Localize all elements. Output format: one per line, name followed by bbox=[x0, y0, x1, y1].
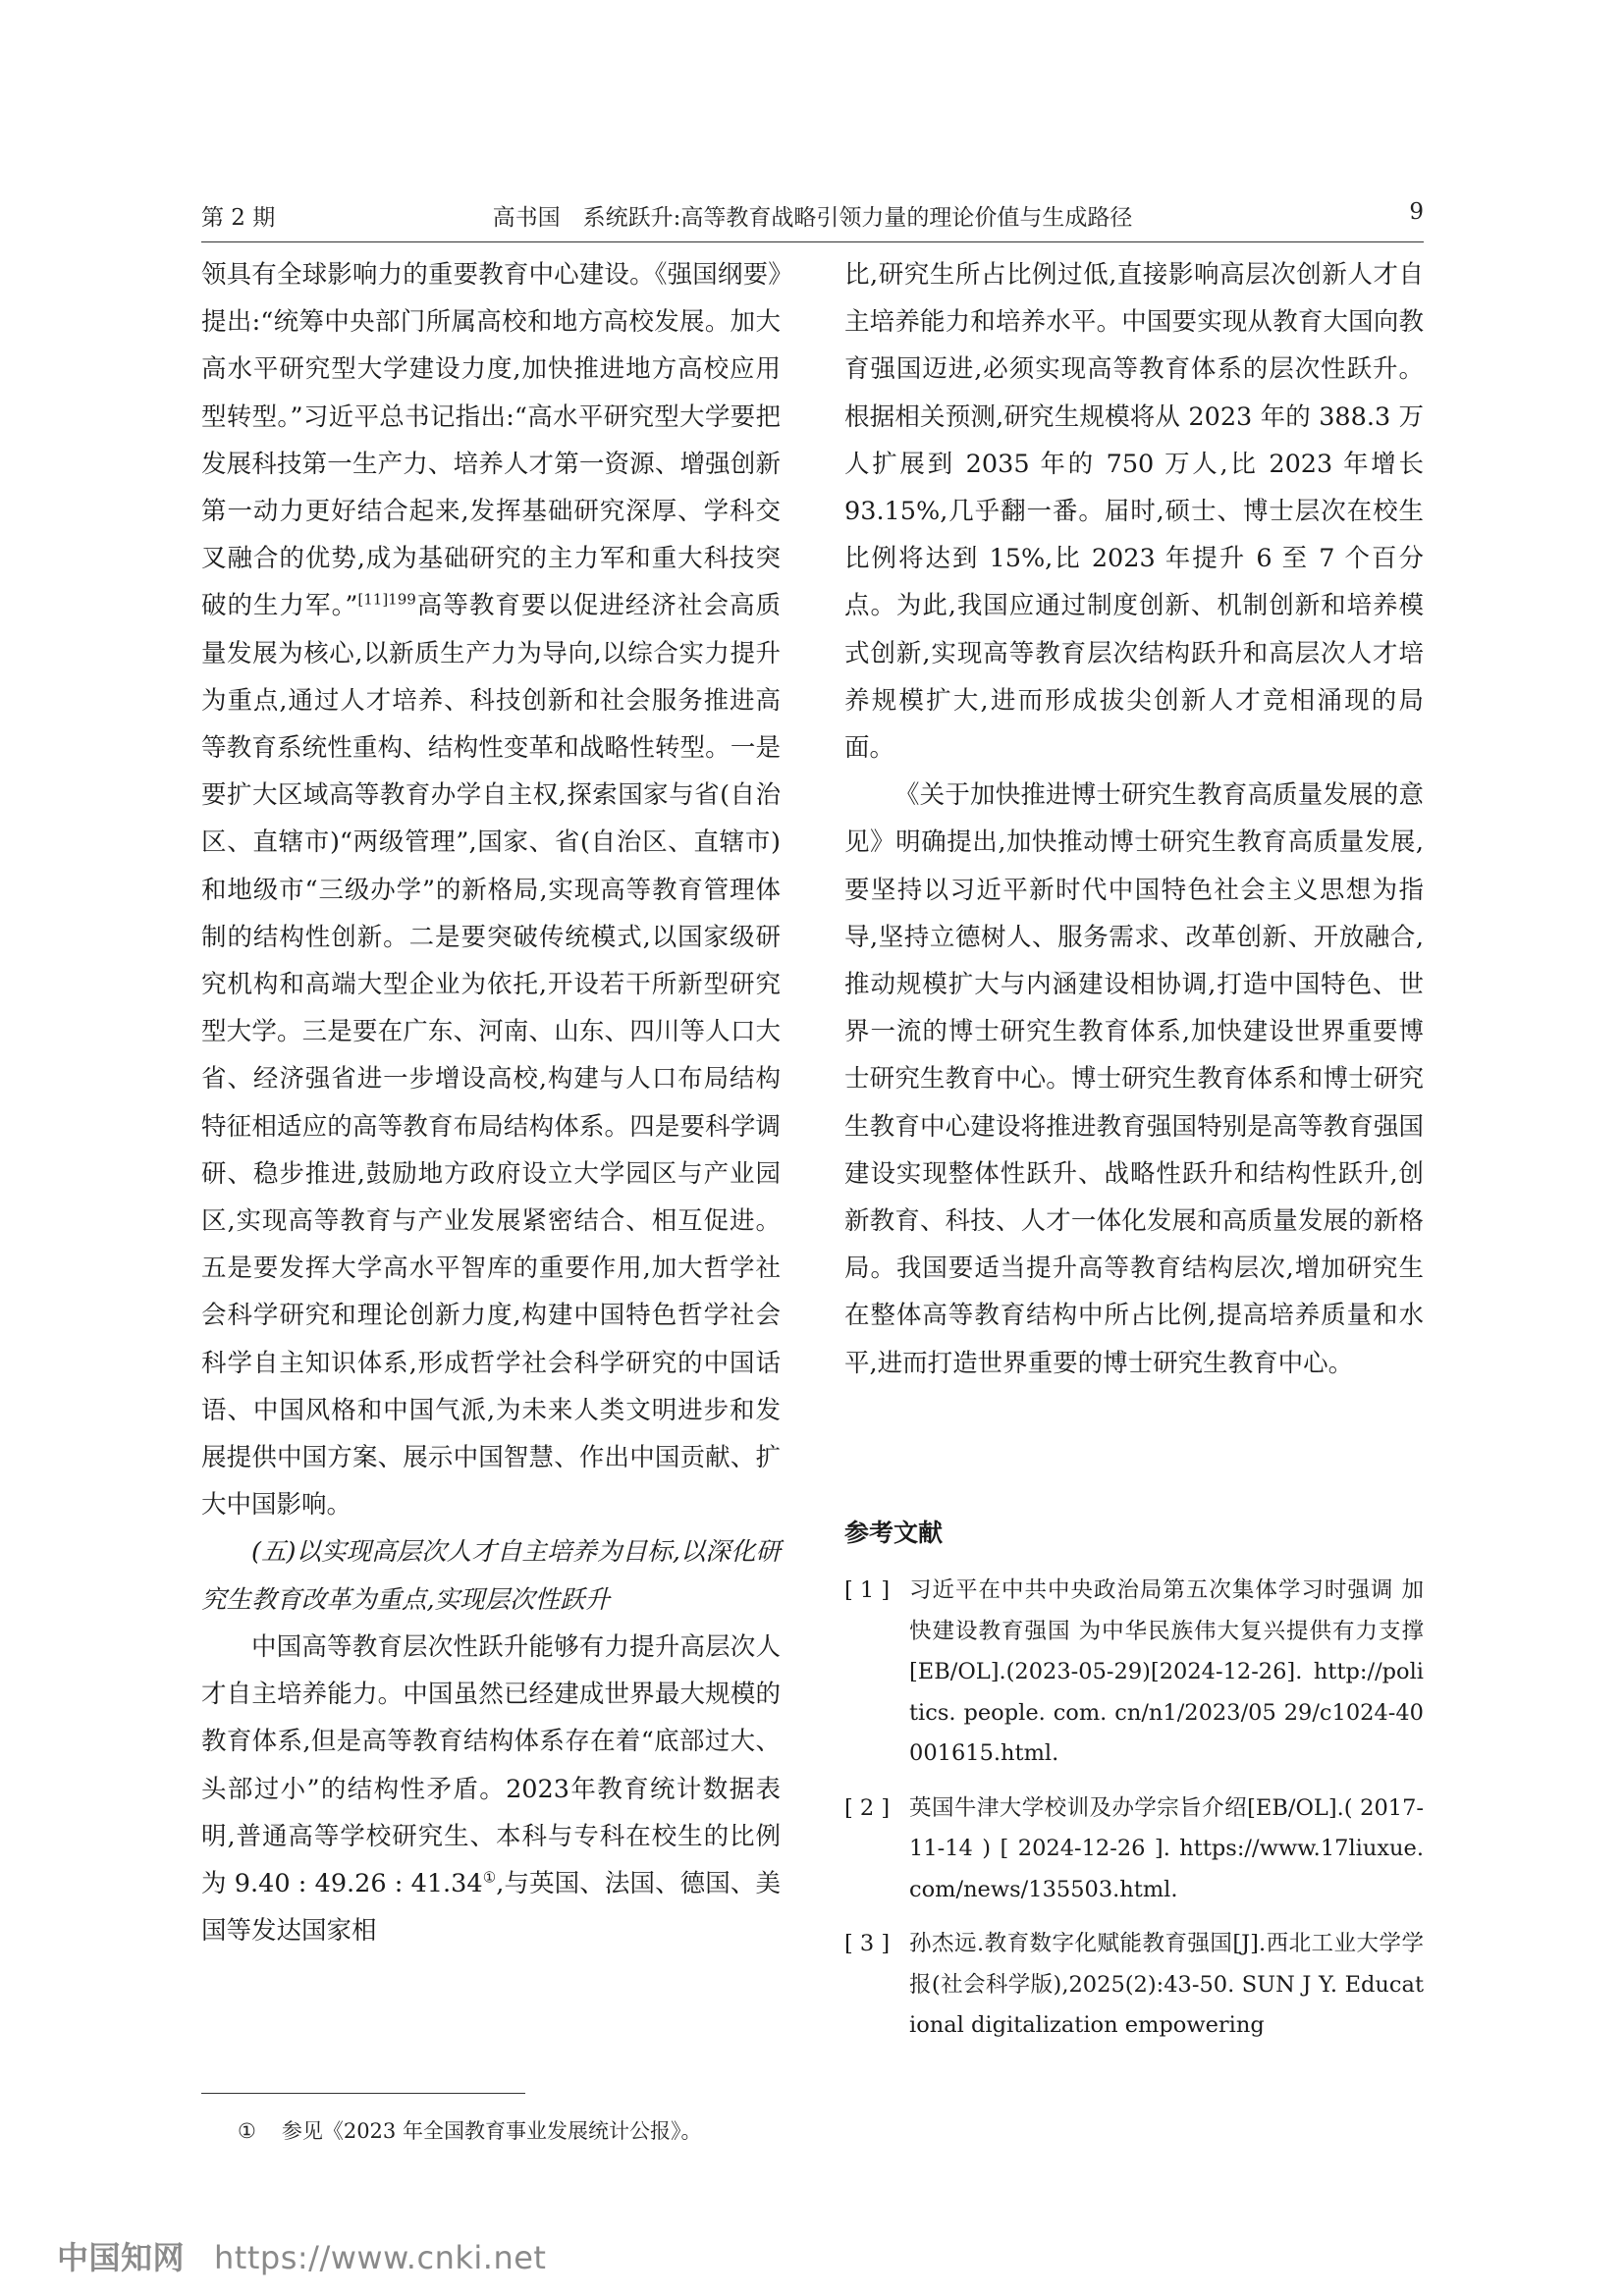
header-rule bbox=[201, 241, 1424, 242]
reference-list bbox=[844, 1571, 1424, 2060]
footnote-rule bbox=[201, 2093, 525, 2094]
footnote-number: ① bbox=[238, 2119, 256, 2143]
footnote-mark[interactable]: ① bbox=[482, 1868, 497, 1887]
cnki-logo-text: 中国知网 bbox=[57, 2239, 186, 2276]
paragraph-text: 领具有全球影响力的重要教育中心建设。《强国纲要》提出:“统筹中央部门所属高校和地方高校发展。加大高水平研究型大学建设力度,加快推进地方高校应用型转型。”习近平总书记指出:“高水平研究型大学要把发展科技第一生产力、培养人才第一资源、增强创新第一动力更好结合起来,发挥基础研究深厚、学科交叉融合的优势,成为基础研究的主力军和重大科技突破的生力军。” bbox=[201, 260, 781, 621]
issue-label: 第 2 期 bbox=[201, 205, 276, 231]
references-heading: 参考文献 bbox=[844, 1519, 944, 1547]
cnki-watermark bbox=[57, 2233, 546, 2278]
reference-item bbox=[844, 1571, 1424, 1775]
body-paragraph bbox=[201, 251, 781, 1528]
paragraph-text: 中国高等教育层次性跃升能够有力提升高层次人才自主培养能力。中国虽然已经建成世界最大规模的教育体系,但是高等教育结构体系存在着“底部过大、头部过小”的结构性矛盾。2023年教育统计数据表明,普通高等学校研究生、本科与专科在校生的比例为 9.40 : 49.26 : 41.34 bbox=[201, 1631, 781, 1898]
reference-text: 孙杰远.教育数字化赋能教育强国[J].西北工业大学学报(社会科学版),2025(2):43-50. SUN J Y. Educational digitalization empowering bbox=[909, 1931, 1424, 2038]
reference-text: 习近平在中共中央政治局第五次集体学习时强调 加快建设教育强国 为中华民族伟大复兴提供有力支撑[EB/OL].(2023-05-29)[2024-12-26]. http://politics. people. com. cn/n1/2023/05 29/c1024-40001615.html. bbox=[909, 1577, 1424, 1766]
reference-number: [ 3 ] bbox=[844, 1931, 891, 1956]
paragraph-text: 高等教育要以促进经济社会高质量发展为核心,以新质生产力为导向,以综合实力提升为重点,通过人才培养、科技创新和社会服务推进高等教育系统性重构、结构性变革和战略性转型。一是要扩大区域高等教育办学自主权,探索国家与省(自治区、直辖市)“两级管理”,国家、省(自治区、直辖市)和地级市“三级办学”的新格局,实现高等教育管理体制的结构性创新。二是要突破传统模式,以国家级研究机构和高端大型企业为依托,开设若干所新型研究型大学。三是要在广东、河南、山东、四川等人口大省、经济强省进一步增设高校,构建与人口布局结构特征相适应的高等教育布局结构体系。四是要科学调研、稳步推进,鼓励地方政府设立大学园区与产业园区,实现高等教育与产业发展紧密结合、相互促进。五是要发挥大学高水平智库的重要作用,加大哲学社会科学研究和理论创新力度,构建中国特色哲学社会科学自主知识体系,形成哲学社会科学研究的中国话语、中国风格和中国气派,为未来人类文明进步和发展提供中国方案、展示中国智慧、作出中国贡献、扩大中国影响。 bbox=[201, 591, 781, 1521]
cnki-url[interactable]: https://www.cnki.net bbox=[214, 2239, 547, 2276]
body-paragraph: 比,研究生所占比例过低,直接影响高层次创新人才自主培养能力和培养水平。中国要实现从教育大国向教育强国迈进,必须实现高等教育体系的层次性跃升。根据相关预测,研究生规模将从 2023 年的 388.3 万人扩展到 2035 年的 750 万人,比 2023 年增长 93.15%,几乎翻一番。届时,硕士、博士层次在校生比例将达到 15%,比 2023 年提升 6 至 7 个百分点。为此,我国应通过制度创新、机制创新和培养模式创新,实现高等教育层次结构跃升和高层次人才培养规模扩大,进而形成拔尖创新人才竞相涌现的局面。 bbox=[844, 260, 1424, 764]
paragraph-text: ,与英国、法国、德国、美国等发达国家相 bbox=[201, 1868, 781, 1947]
reference-text: 英国牛津大学校训及办学宗旨介绍[EB/OL].( 2017-11-14 ) [ 2024-12-26 ]. https://www.17liuxue.com/news/135503.html. bbox=[909, 1794, 1424, 1902]
reference-number: [ 1 ] bbox=[844, 1577, 891, 1603]
reference-item bbox=[844, 1789, 1424, 1911]
reference-number: [ 2 ] bbox=[844, 1794, 891, 1821]
footnote bbox=[238, 2115, 701, 2145]
body-paragraph bbox=[201, 1624, 781, 1954]
reference-item bbox=[844, 1924, 1424, 2047]
running-title: 高书国 系统跃升:高等教育战略引领力量的理论价值与生成路径 bbox=[492, 205, 1133, 231]
citation-mark[interactable]: [11]199 bbox=[357, 590, 416, 609]
body-paragraph: 《关于加快推进博士研究生教育高质量发展的意见》明确提出,加快推动博士研究生教育高质量发展,要坚持以习近平新时代中国特色社会主义思想为指导,坚持立德树人、服务需求、改革创新、开放融合,推动规模扩大与内涵建设相协调,打造中国特色、世界一流的博士研究生教育体系,加快建设世界重要博士研究生教育中心。博士研究生教育体系和博士研究生教育中心建设将推进教育强国特别是高等教育强国建设实现整体性跃升、战略性跃升和结构性跃升,创新教育、科技、人才一体化发展和高质量发展的新格局。我国要适当提升高等教育结构层次,增加研究生在整体高等教育结构中所占比例,提高培养质量和水平,进而打造世界重要的博士研究生教育中心。 bbox=[844, 780, 1424, 1378]
section-subheading: (五)以实现高层次人才自主培养为目标,以深化研究生教育改革为重点,实现层次性跃升 bbox=[201, 1537, 781, 1615]
right-column bbox=[844, 251, 1424, 1387]
page-number: 9 bbox=[1409, 199, 1424, 225]
running-header bbox=[201, 199, 1424, 235]
left-column bbox=[201, 251, 781, 1954]
footnote-text: 参见《2023 年全国教育事业发展统计公报》。 bbox=[281, 2119, 702, 2143]
